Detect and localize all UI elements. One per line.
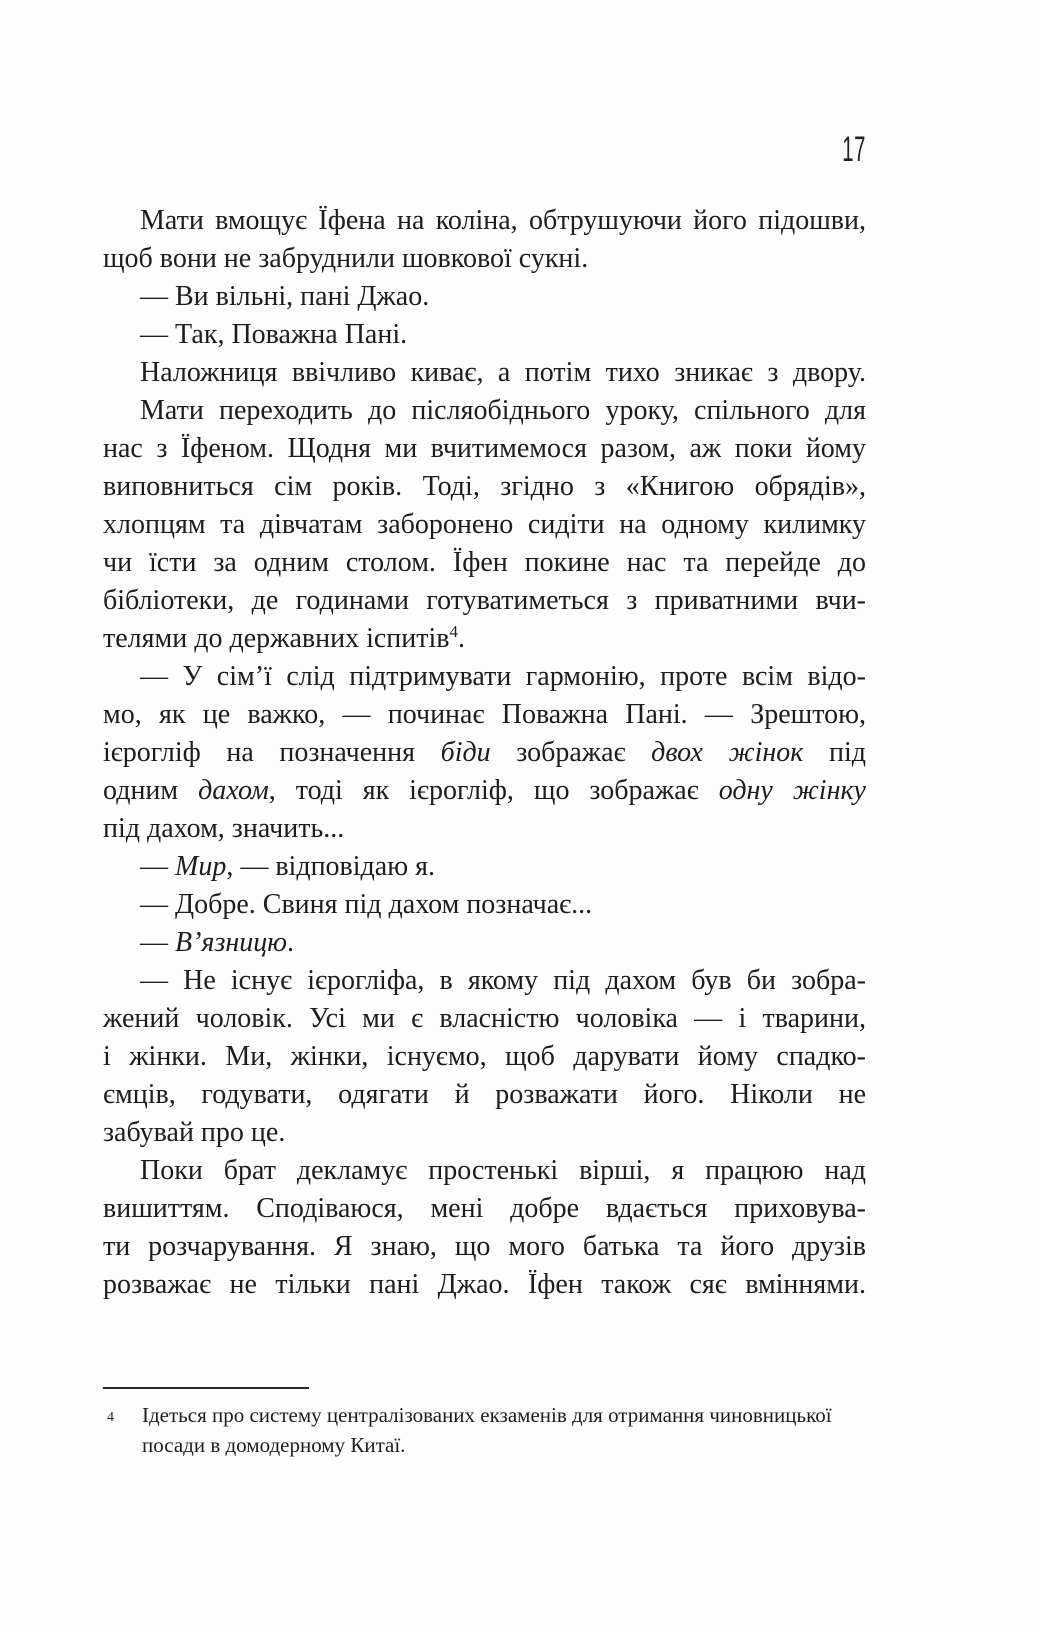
text-segment: — Добре. Свиня під дахом позначає... bbox=[140, 889, 593, 920]
text-line bbox=[103, 886, 866, 924]
text-line bbox=[103, 468, 866, 506]
text-segment: Мати переходить до післяобіднього уроку, спільного для bbox=[140, 395, 866, 426]
text-line bbox=[103, 1190, 866, 1228]
text-line bbox=[103, 430, 866, 468]
footnote-reference: 4 bbox=[449, 622, 459, 641]
text-segment: і жінки. Ми, жінки, існуємо, щоб дарувати йому спадко- bbox=[103, 1041, 866, 1072]
text-line bbox=[103, 240, 866, 278]
text-segment: Поки брат декламує простенькі вірші, я працюю над bbox=[140, 1155, 866, 1186]
text-line bbox=[103, 962, 866, 1000]
text-segment: виповниться сім років. Тоді, згідно з «Книгою обрядів», bbox=[103, 471, 866, 502]
text-line bbox=[103, 810, 866, 848]
text-segment: — Не існує ієрогліфа, в якому під дахом був би зобра- bbox=[140, 965, 866, 996]
text-line bbox=[103, 696, 866, 734]
text-line bbox=[103, 1038, 866, 1076]
text-line bbox=[103, 1228, 866, 1266]
text-segment: зображає bbox=[490, 737, 652, 768]
text-segment: ієрогліф на позначення bbox=[103, 737, 441, 768]
text-segment: одним bbox=[103, 775, 199, 806]
text-segment: під дахом, значить... bbox=[103, 813, 345, 844]
text-line bbox=[103, 772, 866, 810]
text-segment: — У сім’ї слід підтримувати гармонію, проте всім відо- bbox=[140, 661, 866, 692]
footnote bbox=[103, 1400, 873, 1460]
text-segment: Мати вмощує Їфена на коліна, обтрушуючи його підошви, bbox=[140, 205, 866, 236]
text-line bbox=[103, 278, 866, 316]
text-segment: — Ви вільні, пані Джао. bbox=[140, 281, 430, 312]
text-segment: — bbox=[140, 927, 175, 958]
text-segment: ємців, годувати, одягати й розважати його. Ніколи не bbox=[103, 1079, 866, 1110]
text-line bbox=[103, 392, 866, 430]
text-segment: щоб вони не забруднили шовкової сукні. bbox=[103, 243, 589, 274]
text-segment: бібліотеки, де годинами готуватиметься з приватними вчи- bbox=[103, 585, 866, 616]
footnote-text bbox=[142, 1400, 873, 1460]
page-number: 17 bbox=[842, 130, 866, 169]
text-line bbox=[103, 734, 866, 772]
text-segment: забувай про це. bbox=[103, 1117, 286, 1148]
text-segment: вишиттям. Сподіваюся, мені добре вдається приховува- bbox=[103, 1193, 866, 1224]
text-line bbox=[103, 582, 866, 620]
text-segment: , тоді як ієрогліф, що зображає bbox=[268, 775, 719, 806]
footnote-line: Ідеться про систему централізованих екзаменів для отримання чиновницької bbox=[142, 1403, 832, 1427]
footnote-marker: 4 bbox=[107, 1410, 114, 1425]
text-segment: під bbox=[803, 737, 866, 768]
text-segment: Наложниця ввічливо киває, а потім тихо зникає з двору. bbox=[140, 357, 866, 388]
text-segment: ти розчарування. Я знаю, що мого батька та його друзів bbox=[103, 1231, 866, 1262]
emphasized-text: одну жінку bbox=[718, 775, 866, 806]
text-segment: чи їсти за одним столом. Їфен покине нас та перейде до bbox=[103, 547, 866, 578]
emphasized-text: біди bbox=[440, 737, 491, 768]
emphasized-text: дахом bbox=[198, 775, 269, 806]
text-line bbox=[103, 354, 866, 392]
emphasized-text: двох жінок bbox=[651, 737, 804, 768]
text-line bbox=[103, 658, 866, 696]
text-segment: жений чоловік. Усі ми є власністю чоловіка — і тварини, bbox=[103, 1003, 866, 1034]
emphasized-text: Мир bbox=[175, 851, 227, 882]
text-line bbox=[103, 1114, 866, 1152]
footnote-line: посади в домодерному Китаї. bbox=[142, 1433, 406, 1457]
text-line bbox=[103, 544, 866, 582]
text-segment: — Так, Поважна Пані. bbox=[140, 319, 408, 350]
text-line bbox=[103, 848, 866, 886]
text-line bbox=[103, 1000, 866, 1038]
text-segment: хлопцям та дівчатам заборонено сидіти на одному килимку bbox=[103, 509, 866, 540]
text-segment: мо, як це важко, — починає Поважна Пані. — Зрештою, bbox=[103, 699, 866, 730]
text-segment: — bbox=[140, 851, 175, 882]
text-segment: нас з Їфеном. Щодня ми вчитимемося разом, аж поки йому bbox=[103, 433, 866, 464]
text-segment: . bbox=[458, 623, 466, 654]
text-line bbox=[103, 924, 866, 962]
emphasized-text: В’язницю bbox=[175, 927, 287, 958]
text-line bbox=[103, 1266, 866, 1304]
text-line bbox=[103, 1076, 866, 1114]
text-line bbox=[103, 506, 866, 544]
text-line bbox=[103, 620, 866, 658]
text-segment: розважає не тільки пані Джао. Їфен також сяє вміннями. bbox=[103, 1269, 866, 1300]
text-segment: . bbox=[287, 927, 294, 958]
page-body bbox=[103, 202, 866, 1304]
footnote-separator bbox=[103, 1387, 309, 1389]
text-line bbox=[103, 1152, 866, 1190]
text-line bbox=[103, 202, 866, 240]
text-segment: , — відповідаю я. bbox=[226, 851, 436, 882]
text-line bbox=[103, 316, 866, 354]
text-segment: телями до державних іспитів bbox=[103, 623, 450, 654]
